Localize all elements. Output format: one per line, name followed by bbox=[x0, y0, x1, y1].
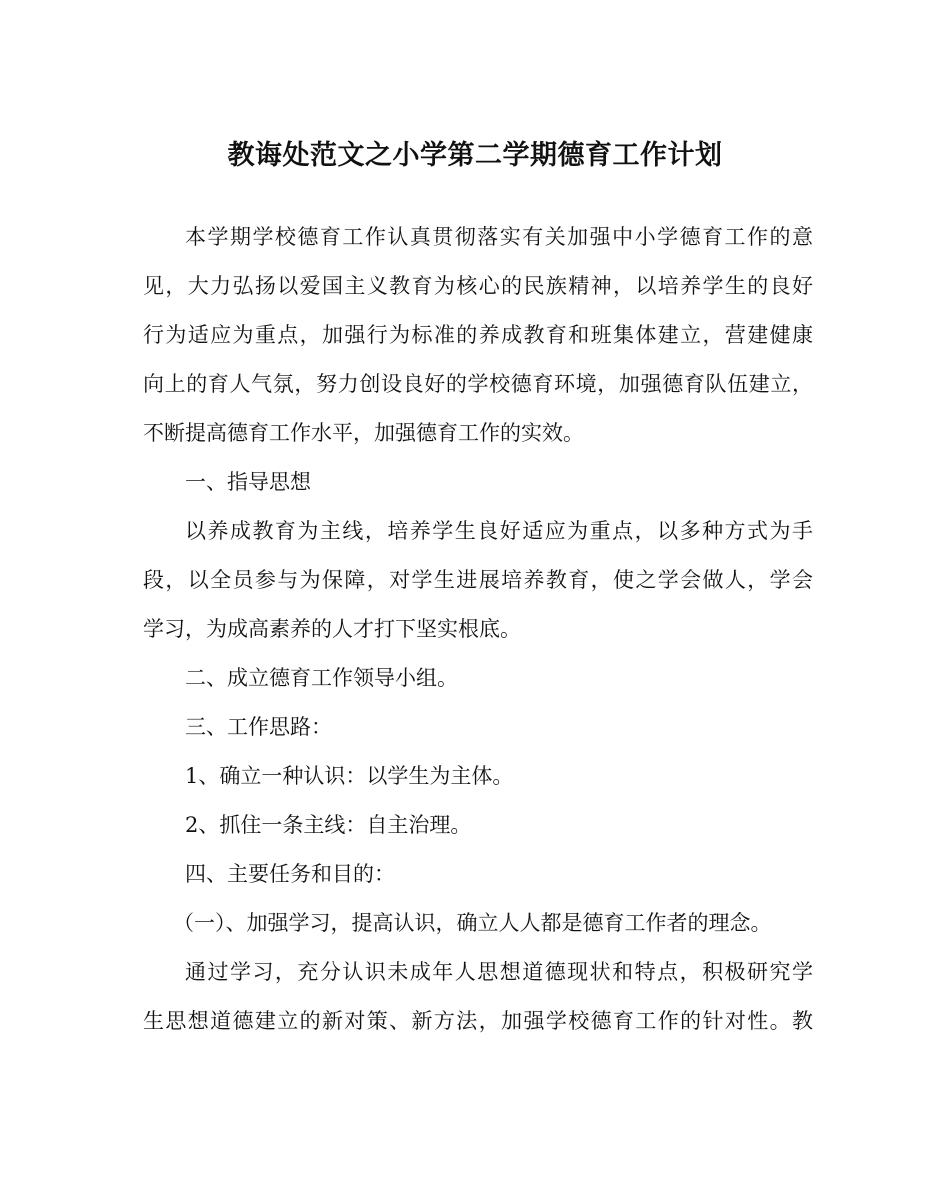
text-line: 通过学习，充分认识未成年人思想道德现状和特点，积极研究学 bbox=[185, 960, 813, 984]
text-line: 1、确立一种认识：以学生为主体。 bbox=[185, 764, 514, 788]
document-title: 教诲处范文之小学第二学期德育工作计划 bbox=[227, 140, 723, 171]
list-item bbox=[143, 801, 813, 850]
text-line: （一）、加强学习，提高认识，确立人人都是德育工作者的理念。 bbox=[173, 911, 772, 935]
list-item bbox=[143, 752, 813, 801]
paragraph-guiding-idea bbox=[143, 507, 813, 654]
text-line: 不断提高德育工作水平，加强德育工作的实效。 bbox=[143, 421, 584, 445]
text-line: 以养成教育为主线，培养学生良好适应为重点，以多种方式为手 bbox=[185, 519, 813, 543]
text-line: 三、工作思路： bbox=[185, 715, 332, 739]
section-heading bbox=[143, 458, 813, 507]
section-heading bbox=[143, 703, 813, 752]
text-line: 生思想道德建立的新对策、新方法，加强学校德育工作的针对性。教 bbox=[143, 1009, 813, 1033]
text-line: 学习，为成高素养的人才打下坚实根底。 bbox=[143, 617, 521, 641]
document-body bbox=[143, 213, 813, 1046]
text-line: 段，以全员参与为保障，对学生进展培养教育，使之学会做人，学会 bbox=[143, 568, 813, 592]
text-line: 向上的育人气氛，努力创设良好的学校德育环境，加强德育队伍建立， bbox=[143, 372, 813, 396]
text-line: 行为适应为重点，加强行为标准的养成教育和班集体建立，营建健康 bbox=[143, 323, 813, 347]
section-heading bbox=[143, 850, 813, 899]
text-line: 二、成立德育工作领导小组。 bbox=[185, 666, 458, 690]
paragraph-intro bbox=[143, 213, 813, 458]
text-line: 一、指导思想 bbox=[185, 470, 311, 494]
text-line: 见，大力弘扬以爱国主义教育为核心的民族精神，以培养学生的良好 bbox=[143, 274, 813, 298]
subsection-heading bbox=[143, 899, 813, 948]
section-heading bbox=[143, 654, 813, 703]
text-line: 本学期学校德育工作认真贯彻落实有关加强中小学德育工作的意 bbox=[185, 225, 813, 249]
text-line: 2、抓住一条主线：自主治理。 bbox=[185, 813, 472, 837]
text-line: 四、主要任务和目的： bbox=[185, 862, 395, 886]
paragraph-study bbox=[143, 948, 813, 1046]
